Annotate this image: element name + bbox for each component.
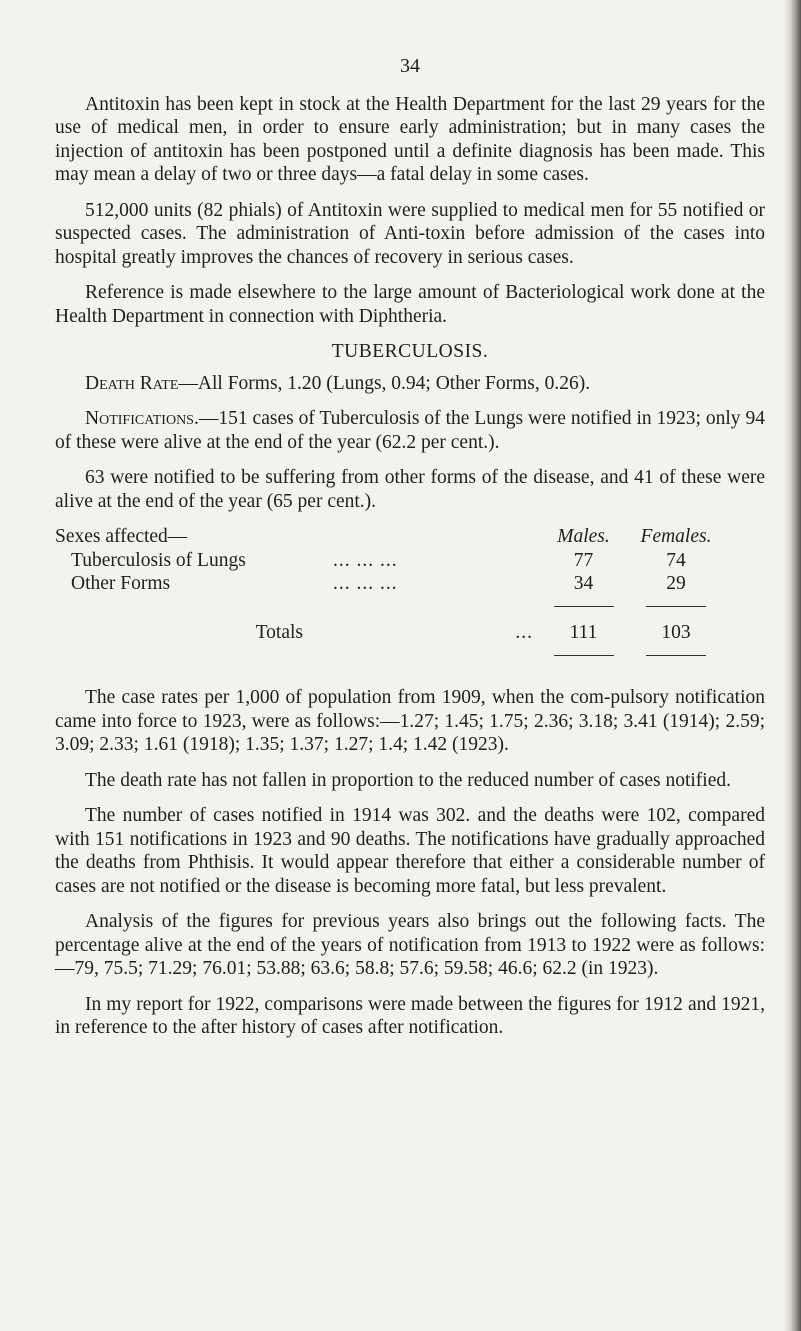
death-rate-label: Death Rate (85, 372, 179, 394)
table-header-row (55, 525, 726, 549)
row-label: Other Forms (71, 573, 171, 594)
section-heading-tuberculosis: TUBERCULOSIS. (331, 341, 489, 362)
page-edge-shadow (783, 0, 801, 1331)
table-row (55, 572, 726, 596)
notifications-label: Notifications (85, 408, 194, 429)
table-row (55, 549, 726, 573)
death-rate-text: —All Forms, 1.20 (Lungs, 0.94; Other Forms, 0.26). (178, 372, 591, 394)
totals-leader-dots: ... (515, 622, 533, 643)
totals-females-value: 103 (661, 622, 691, 643)
notifications-text: .—151 cases of Tuberculosis of the Lungs were notified in 1923; only 94 of these were alive at the end of the year (62.2 per cent.). (55, 408, 765, 453)
paragraph-report-1922: In my report for 1922, comparisons were made between the figures for 1912 and 1921, in reference to the after history of cases after notification. (55, 993, 765, 1038)
females-rule (626, 596, 726, 620)
page-number: 34 (400, 55, 420, 77)
males-rule (541, 596, 626, 620)
header-males: Males. (557, 526, 610, 547)
table-totals-row (55, 619, 726, 645)
paragraph-other-forms: 63 were notified to be suffering from other forms of the disease, and 41 of these were alive at the end of the year (65 per cent.). (55, 467, 765, 512)
sexes-affected-table (55, 525, 726, 668)
males-bottom-rule (541, 645, 626, 669)
paragraph-death-rate (55, 372, 765, 396)
row-males-value: 77 (573, 549, 594, 571)
header-females: Females. (640, 526, 712, 547)
table-rule-row (55, 645, 726, 669)
row-males-value: 34 (573, 573, 594, 594)
table-rule-row (55, 596, 726, 620)
paragraph-antitoxin-units: 512,000 units (82 phials) of Antitoxin were supplied to medical men for 55 notified or suspected cases. The administration of Anti-toxin before admission of the cases into hospital greatly improves the chances of recovery in serious cases. (55, 199, 765, 268)
paragraph-death-rate-proportion: The death rate has not fallen in proportion to the reduced number of cases notified. (85, 769, 731, 791)
row-label: Tuberculosis of Lungs (71, 549, 246, 571)
paragraph-antitoxin-stock: Antitoxin has been kept in stock at the Health Department for the last 29 years for the use of medical men, in order to ensure early administration; but in many cases the injection of antitoxin has been postponed until a definite diagnosis has been made. This may mean a delay of two or three days—a fatal delay in some cases. (55, 93, 765, 185)
row-females-value: 74 (666, 549, 686, 571)
females-bottom-rule (626, 645, 726, 669)
paragraph-analysis: Analysis of the figures for previous years also brings out the following facts. The percentage alive at the end of the years of notification from 1913 to 1922 were as follows:—79, 75.5; 71.29; 76.01; 53.88; 63.6; 58.8; 57.6; 59.58; 46.6; 62.2 (in 1923). (55, 911, 765, 979)
paragraph-notifications (55, 407, 765, 454)
paragraph-case-rates: The case rates per 1,000 of population from 1909, when the com-pulsory notification came into force to 1923, were as follows:—1.27; 1.45; 1.75; 2.36; 3.18; 3.41 (1914); 2.59; 3.09; 2.33; 1.61 (1918); 1.35; 1.37; 1.27; 1.4; 1.42 (1923). (55, 687, 765, 755)
totals-males-value: 111 (569, 622, 598, 643)
paragraph-bacteriological-reference: Reference is made elsewhere to the large amount of Bacteriological work done at the Health Department in connection with Diphtheria. (55, 282, 765, 327)
row-leader-dots: ... ... ... (333, 573, 398, 594)
totals-label: Totals (255, 622, 303, 643)
row-females-value: 29 (666, 573, 686, 594)
row-leader-dots: ... ... ... (333, 549, 398, 571)
document-page (55, 55, 765, 1052)
paragraph-number-of-cases: The number of cases notified in 1914 was 302. and the deaths were 102, compared with 151 notifications in 1923 and 90 deaths. The notifications have gradually approached the deaths from Phthisis. It would appear therefore that either a considerable number of cases are not notified or the disease is becoming more fatal, but less prevalent. (55, 805, 765, 897)
table-title: Sexes affected— (55, 526, 188, 547)
